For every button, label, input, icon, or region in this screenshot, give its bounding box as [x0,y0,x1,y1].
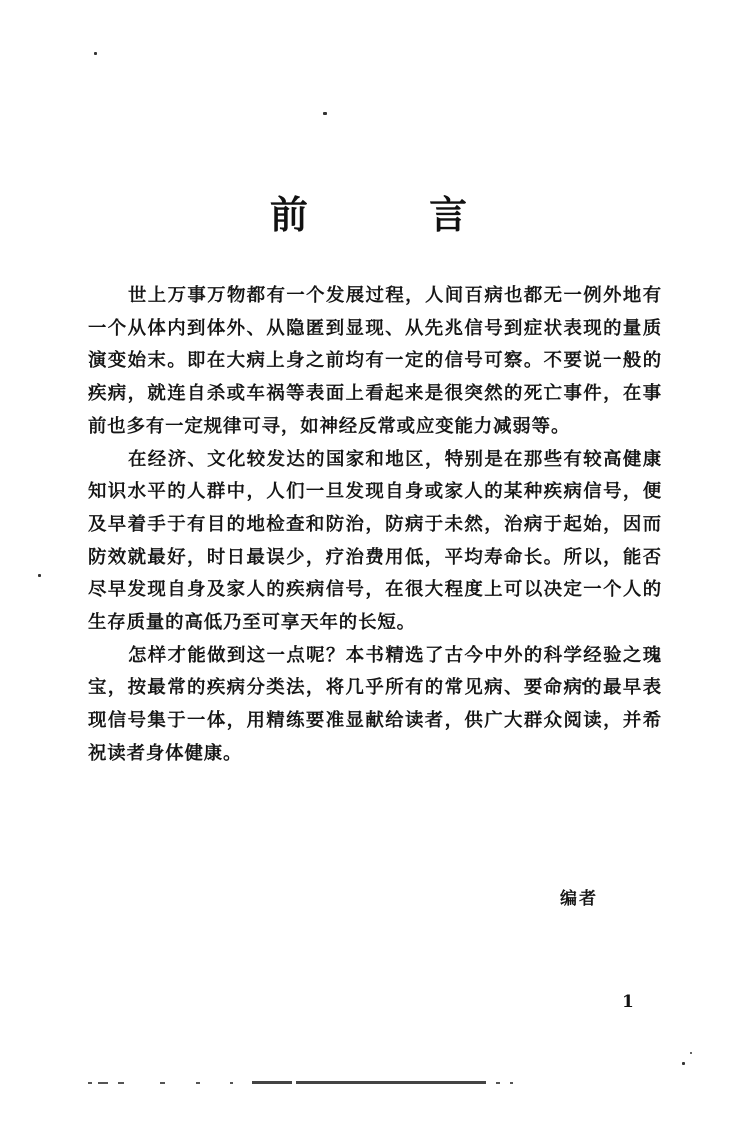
scan-edge-mark [496,1082,500,1084]
scan-edge-mark [196,1082,200,1084]
scan-edge-rule [296,1081,486,1084]
scan-edge-mark [98,1082,108,1084]
paragraph-3: 怎样才能做到这一点呢？本书精选了古今中外的科学经验之瑰宝，按最常的疾病分类法，将几乎所有的常见病、要命病的最早表现信号集于一体，用精练要准显献给读者，供广大群众阅读，并希祝读者身体健康。 [88,644,662,764]
preface-body [88,280,662,771]
paragraph-1: 世上万事万物都有一个发展过程，人间百病也都无一例外地有一个从体内到体外、从隐匿到显现、从先兆信号到症状表现的量质演变始末。即在大病上身之前均有一定的信号可察。不要说一般的疾病，就连自杀或车祸等表面上看起来是很突然的死亡事件，在事前也多有一定规律可寻，如神经反常或应变能力减弱等。 [88,285,662,437]
page-number: 1 [622,992,634,1012]
scan-edge-mark [160,1082,165,1084]
page-title: 前 言 [269,192,522,237]
scan-edge-mark [510,1082,513,1084]
author-signature: 编者 [560,889,598,909]
scan-speck [38,574,41,577]
scan-speck [323,112,327,115]
scan-speck [682,1062,685,1065]
scan-speck [94,52,97,55]
scan-edge-mark [230,1082,233,1084]
paragraph-2: 在经济、文化较发达的国家和地区，特别是在那些有较高健康知识水平的人群中，人们一旦发现自身或家人的某种疾病信号，便及早着手于有目的地检查和防治，防病于未然，治病于起始，因而防效就最好，时日最误少，疗治费用低，平均寿命长。所以，能否尽早发现自身及家人的疾病信号，在很大程度上可以决定一个人的生存质量的高低乃至可享天年的长短。 [88,448,662,634]
scan-edge-mark [88,1082,92,1084]
scan-edge-mark [118,1082,124,1084]
scan-speck [690,1052,692,1054]
scan-edge-rule [252,1081,292,1084]
